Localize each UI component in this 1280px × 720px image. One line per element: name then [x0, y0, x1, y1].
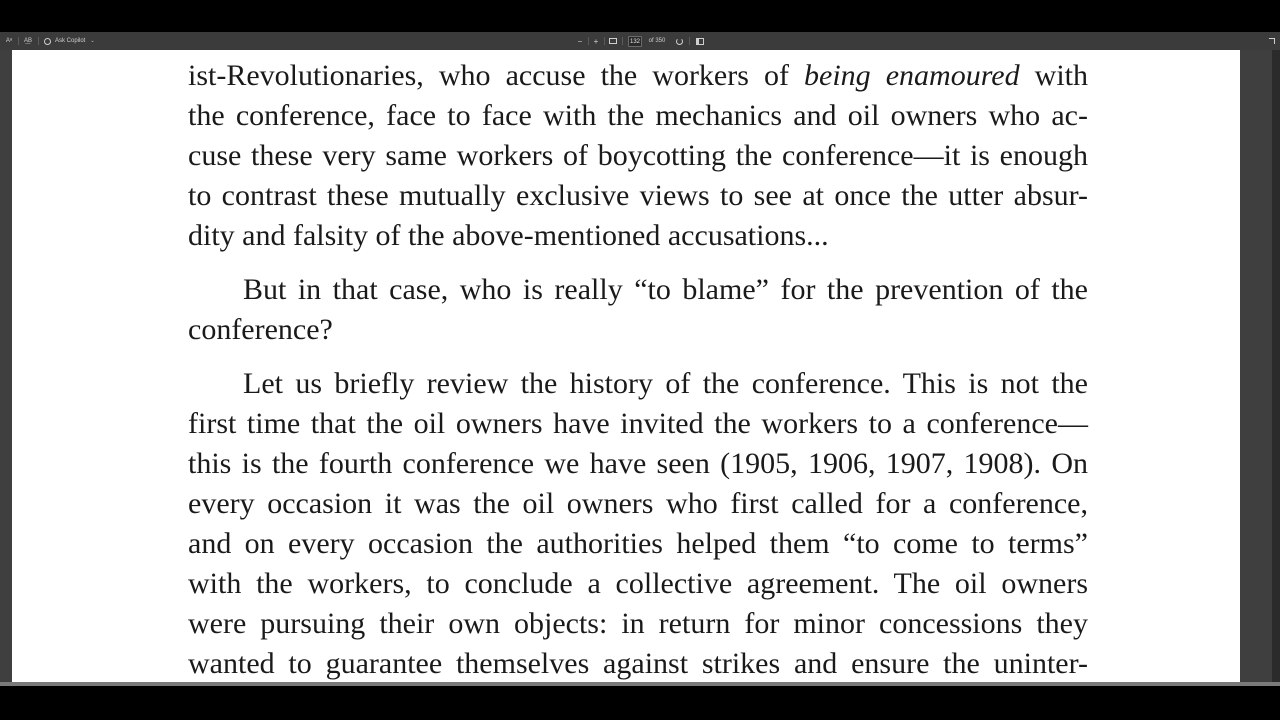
text-line: the conference, face to face with the mechanics and oil owners who ac-: [188, 99, 1088, 132]
toolbar-divider: [622, 37, 623, 45]
text-line: to contrast these mutually exclusive views to see at once the utter absur-: [188, 179, 1088, 212]
zoom-in-button[interactable]: +: [593, 36, 599, 46]
read-aloud-icon[interactable]: A͟B: [23, 38, 32, 44]
text-line: wanted to guarantee themselves against strikes and ensure the uninter-: [188, 647, 1088, 680]
text-line: But in that case, who is really “to blame” for the prevention of the: [243, 273, 1088, 306]
document-viewer[interactable]: [0, 50, 1280, 682]
text-line: conference?: [188, 313, 333, 346]
toolbar-divider: [604, 37, 605, 45]
page-view-icon[interactable]: [693, 32, 707, 50]
text-line: dity and falsity of the above-mentioned accusations...: [188, 219, 829, 252]
ask-copilot-button[interactable]: [44, 32, 102, 50]
rotate-icon[interactable]: [672, 32, 686, 50]
draw-icon[interactable]: Aᵃ: [5, 38, 13, 44]
chevron-down-icon: ⌄: [90, 38, 95, 44]
text-line: were pursuing their own objects: in return for minor concessions they: [188, 607, 1088, 640]
text-line: with the workers, to conclude a collective agreement. The oil owners: [188, 567, 1088, 600]
pdf-page: [12, 50, 1240, 682]
text-line: this is the fourth conference we have seen (1905, 1906, 1907, 1908). On: [188, 447, 1088, 480]
text-line: cuse these very same workers of boycotting the conference—it is enough: [188, 139, 1088, 172]
toolbar-divider: [18, 37, 19, 45]
bottom-letterbox: [0, 686, 1280, 720]
ask-copilot-label: Ask Copilot: [55, 38, 86, 44]
copilot-icon: [44, 38, 51, 45]
vertical-scrollbar[interactable]: [1272, 50, 1280, 682]
text-line: Let us briefly review the history of the conference. This is not the: [243, 367, 1088, 400]
fit-page-icon[interactable]: [606, 32, 620, 50]
zoom-out-button[interactable]: −: [577, 36, 583, 46]
top-letterbox: [0, 0, 1280, 32]
text-line: every occasion it was the oil owners who first called for a conference,: [188, 487, 1088, 520]
text-line: first time that the oil owners have invited the workers to a conference—: [188, 407, 1088, 440]
text-line: and on every occasion the authorities helped them “to come to terms”: [188, 527, 1088, 560]
toolbar-divider: [689, 37, 690, 45]
page-total-label: of 350: [648, 38, 666, 44]
toolbar-more-icon[interactable]: [1266, 32, 1278, 50]
page-number-input[interactable]: 132: [628, 36, 642, 47]
emphasis-text: being enamoured: [804, 59, 1020, 92]
toolbar-divider: [588, 37, 589, 45]
text-line: ist-Revolutionaries, who accuse the workers of being enamoured with: [188, 59, 1088, 92]
toolbar-divider: [38, 37, 39, 45]
